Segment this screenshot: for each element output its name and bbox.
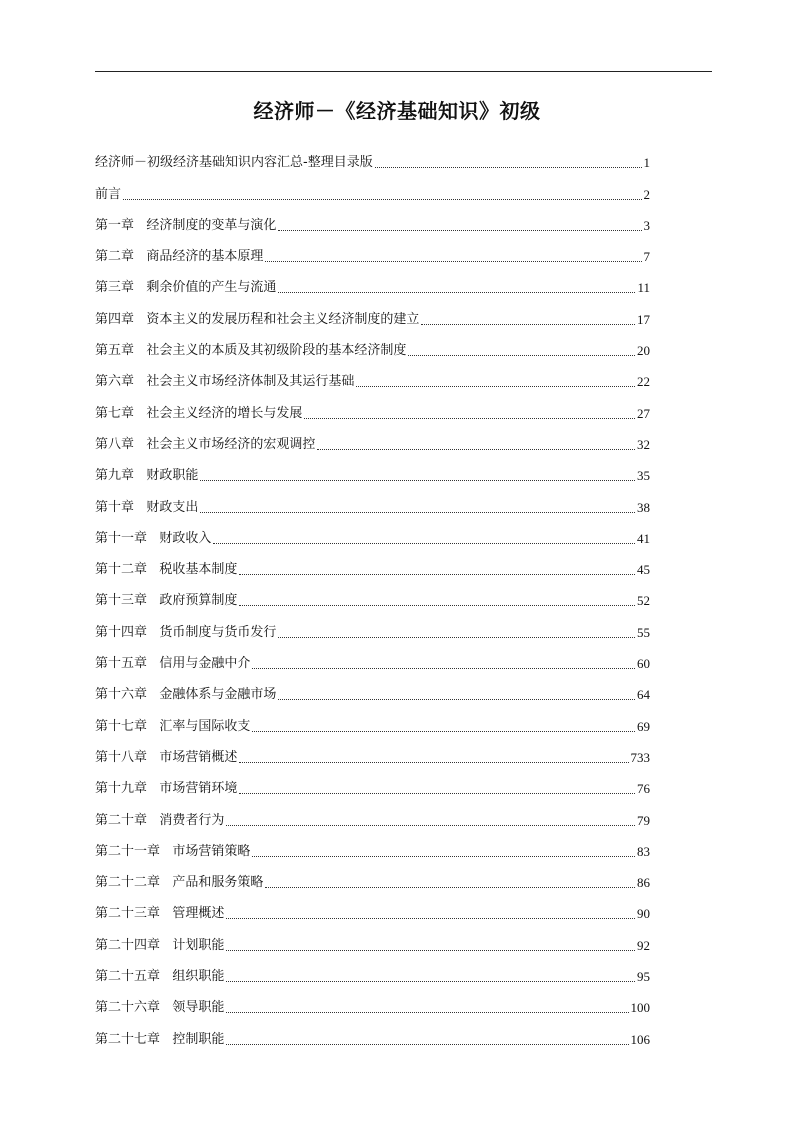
toc-entry-label: 第十二章 税收基本制度 — [95, 562, 238, 578]
toc-entry[interactable] — [95, 516, 650, 547]
toc-entry[interactable] — [95, 860, 650, 891]
toc-entry-label: 第四章 资本主义的发展历程和社会主义经济制度的建立 — [95, 311, 420, 327]
toc-entry-label: 第九章 财政职能 — [95, 468, 199, 484]
toc-entry-label: 第十六章 金融体系与金融市场 — [95, 687, 277, 703]
toc-entry-label: 第十八章 市场营销概述 — [95, 749, 238, 765]
toc-entry-label: 第二章 商品经济的基本原理 — [95, 249, 264, 265]
toc-dot-leader — [239, 605, 635, 606]
toc-page-number: 32 — [637, 436, 650, 452]
toc-page-number: 100 — [630, 1000, 650, 1016]
toc-entry-label: 第六章 社会主义市场经济体制及其运行基础 — [95, 374, 355, 390]
toc-dot-leader — [239, 793, 635, 794]
toc-entry-label: 第二十章 消费者行为 — [95, 812, 225, 828]
toc-page-number: 733 — [630, 749, 650, 765]
toc-dot-leader — [375, 167, 642, 168]
toc-entry-label: 第五章 社会主义的本质及其初级阶段的基本经济制度 — [95, 343, 407, 359]
toc-dot-leader — [200, 512, 635, 513]
toc-page-number: 3 — [643, 217, 650, 233]
toc-entry-label: 第十章 财政支出 — [95, 499, 199, 515]
toc-page-number: 106 — [630, 1031, 650, 1047]
toc-dot-leader — [252, 731, 635, 732]
toc-dot-leader — [278, 699, 635, 700]
toc-entry[interactable] — [95, 578, 650, 609]
toc-dot-leader — [226, 918, 635, 919]
toc-entry[interactable] — [95, 922, 650, 953]
toc-entry-label: 第十七章 汇率与国际收支 — [95, 718, 251, 734]
toc-entry-label: 第二十一章 市场营销策略 — [95, 843, 251, 859]
toc-page-number: 52 — [637, 593, 650, 609]
toc-entry-label: 第二十二章 产品和服务策略 — [95, 875, 264, 891]
toc-entry-label: 第十五章 信用与金融中介 — [95, 656, 251, 672]
toc-entry-label: 第七章 社会主义经济的增长与发展 — [95, 405, 303, 421]
toc-entry[interactable] — [95, 234, 650, 265]
toc-dot-leader — [226, 1012, 628, 1013]
toc-entry-label: 前言 — [95, 186, 122, 202]
toc-entry-label: 第二十三章 管理概述 — [95, 906, 225, 922]
toc-entry-label: 第二十四章 计划职能 — [95, 937, 225, 953]
toc-entry[interactable] — [95, 672, 650, 703]
toc-entry[interactable] — [95, 203, 650, 234]
toc-dot-leader — [408, 355, 635, 356]
toc-entry-label: 第一章 经济制度的变革与演化 — [95, 217, 277, 233]
toc-entry[interactable] — [95, 359, 650, 390]
toc-entry[interactable] — [95, 954, 650, 985]
toc-entry[interactable] — [95, 985, 650, 1016]
toc-page-number: 45 — [637, 562, 650, 578]
toc-dot-leader — [304, 418, 635, 419]
toc-dot-leader — [200, 480, 635, 481]
toc-entry[interactable] — [95, 797, 650, 828]
toc-entry[interactable] — [95, 766, 650, 797]
toc-entry[interactable] — [95, 703, 650, 734]
toc-entry[interactable] — [95, 735, 650, 766]
toc-dot-leader — [265, 887, 635, 888]
toc-entry[interactable] — [95, 390, 650, 421]
toc-entry[interactable] — [95, 484, 650, 515]
toc-page-number: 27 — [637, 405, 650, 421]
toc-page-number: 7 — [643, 249, 650, 265]
toc-dot-leader — [239, 574, 635, 575]
toc-page-number: 20 — [637, 343, 650, 359]
toc-dot-leader — [278, 230, 641, 231]
toc-page-number: 79 — [637, 812, 650, 828]
toc-entry[interactable] — [95, 296, 650, 327]
toc-dot-leader — [226, 1044, 628, 1045]
toc-page-number: 1 — [643, 155, 650, 171]
toc-entry[interactable] — [95, 829, 650, 860]
toc-dot-leader — [226, 981, 635, 982]
toc-entry-label: 经济师－初级经济基础知识内容汇总-整理目录版 — [95, 155, 373, 171]
toc-page-number: 90 — [637, 906, 650, 922]
toc-page-number: 92 — [637, 937, 650, 953]
toc-page-number: 35 — [637, 468, 650, 484]
toc-entry-label: 第十四章 货币制度与货币发行 — [95, 624, 277, 640]
toc-dot-leader — [356, 386, 635, 387]
toc-dot-leader — [421, 324, 635, 325]
toc-page-number: 69 — [637, 718, 650, 734]
toc-entry-label: 第十三章 政府预算制度 — [95, 593, 238, 609]
toc-page-number: 60 — [637, 656, 650, 672]
toc-page-number: 64 — [637, 687, 650, 703]
toc-page-number: 11 — [637, 280, 650, 296]
toc-entry-label: 第十九章 市场营销环境 — [95, 781, 238, 797]
toc-page-number: 41 — [637, 530, 650, 546]
toc-entry-label: 第三章 剩余价值的产生与流通 — [95, 280, 277, 296]
toc-entry[interactable] — [95, 891, 650, 922]
toc-entry[interactable] — [95, 547, 650, 578]
toc-entry[interactable] — [95, 265, 650, 296]
toc-dot-leader — [252, 668, 635, 669]
toc-dot-leader — [123, 199, 641, 200]
header-rule — [95, 71, 712, 72]
toc-entry[interactable] — [95, 171, 650, 202]
toc-page-number: 95 — [637, 969, 650, 985]
toc-dot-leader — [252, 856, 635, 857]
toc-entry-label: 第二十六章 领导职能 — [95, 1000, 225, 1016]
toc-entry-label: 第十一章 财政收入 — [95, 530, 212, 546]
toc-dot-leader — [278, 292, 635, 293]
toc-entry[interactable] — [95, 1016, 650, 1047]
toc-page-number: 83 — [637, 843, 650, 859]
toc-entry[interactable] — [95, 453, 650, 484]
toc-page-number: 86 — [637, 875, 650, 891]
toc-entry[interactable] — [95, 328, 650, 359]
document-title: 经济师－《经济基础知识》初级 — [253, 99, 541, 123]
toc-dot-leader — [265, 261, 641, 262]
toc-page-number: 2 — [643, 186, 650, 202]
toc-entry-label: 第二十七章 控制职能 — [95, 1031, 225, 1047]
toc-dot-leader — [278, 637, 635, 638]
toc-entry-label: 第八章 社会主义市场经济的宏观调控 — [95, 436, 316, 452]
toc-entry-label: 第二十五章 组织职能 — [95, 969, 225, 985]
toc-dot-leader — [239, 762, 628, 763]
toc-entry[interactable] — [95, 609, 650, 640]
toc-dot-leader — [213, 543, 635, 544]
toc-dot-leader — [226, 950, 635, 951]
toc-page-number: 76 — [637, 781, 650, 797]
toc-page-number: 22 — [637, 374, 650, 390]
toc-page-number: 17 — [637, 311, 650, 327]
toc-dot-leader — [226, 825, 635, 826]
table-of-contents — [95, 140, 650, 1048]
toc-page-number: 38 — [637, 499, 650, 515]
toc-entry[interactable] — [95, 140, 650, 171]
toc-entry[interactable] — [95, 422, 650, 453]
toc-dot-leader — [317, 449, 635, 450]
toc-entry[interactable] — [95, 641, 650, 672]
toc-page-number: 55 — [637, 624, 650, 640]
